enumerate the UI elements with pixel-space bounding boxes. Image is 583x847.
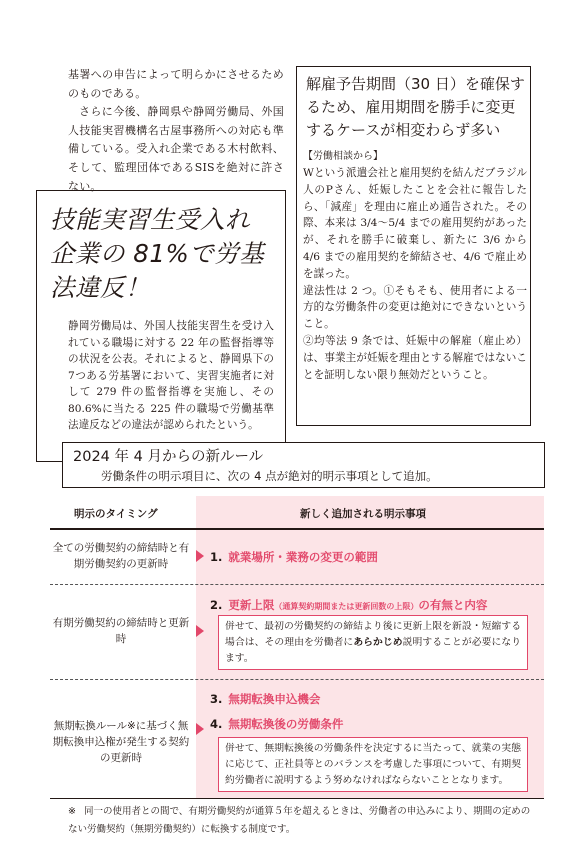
consultation-headline: 解雇予告期間（30 日）を確保するため、雇用期間を勝手に変更するケースが相変わらず多い bbox=[306, 75, 525, 139]
item-text: 更新上限 bbox=[228, 598, 275, 612]
item-number: 3. bbox=[210, 692, 223, 706]
item-3 bbox=[210, 691, 320, 707]
item-text: 就業場所・業務の変更の範囲 bbox=[228, 550, 378, 564]
table-header-divider bbox=[50, 528, 544, 530]
consultation-paragraph-1: Wという派遣会社と雇用契約を結んだブラジル人のPさん、妊娠したことを会社に報告したら、「減産」を理由に雇止め通告された。その際、本来は 3/4～5/4 までの雇用契約があったが、それを勝手に破棄し、新たに 3/6 から 4/6 までの雇用契約を締結させ、4/6 で雇止めを謀った。 bbox=[303, 167, 527, 280]
item-text: 無期転換申込機会 bbox=[228, 692, 321, 706]
table-bottom-divider bbox=[50, 798, 544, 799]
new-rule-header bbox=[62, 442, 545, 488]
headline-line-3: 法違反！ bbox=[50, 273, 150, 302]
item-text: 無期転換後の労働条件 bbox=[228, 717, 344, 731]
row-divider bbox=[50, 584, 544, 585]
statistics-box bbox=[36, 190, 286, 462]
consultation-box bbox=[296, 66, 531, 426]
consultation-paragraph-2: 違法性は 2 つ。①そもそも、使用者による一方的な労働条件の変更は絶対にできないということ。 bbox=[303, 284, 527, 331]
arrow-right-icon bbox=[196, 625, 204, 637]
intro-text bbox=[68, 66, 284, 196]
note-text: 併せて、最初の労働契約の締結より後に更新上限を新設・短縮する場合は、その理由を労働者に bbox=[225, 621, 521, 648]
footnote-mark: ※ bbox=[68, 806, 76, 817]
consultation-paragraph-3: ②均等法 9 条では、妊娠中の解雇（雇止め）は、事業主が妊娠を理由とする解雇ではないことを証明しない限り無効だということ。 bbox=[303, 334, 527, 381]
statistics-headline bbox=[50, 203, 280, 305]
item-2 bbox=[210, 597, 487, 615]
new-rule-title: 2024 年 4 月からの新ルール bbox=[73, 449, 264, 465]
statistics-body: 静岡労働局は、外国人技能実習生を受け入れている職場に対する 22 年の監督指導等の状況を公表。それによると、静岡県下の7つある労基署において、実習実施者に対して 279 件の監督指導を実施し、その 80.6%に当たる 225 件の職場で労働基準法違反などの違法が認められたという。 bbox=[68, 320, 274, 431]
item-number: 1. bbox=[210, 550, 223, 564]
table-row-timing: 有期労働契約の締結時と更新時 bbox=[52, 617, 190, 645]
intro-paragraph-2: さらに今後、静岡県や静岡労働局、外国人技能実習機構名古屋事務所への対応も準備している。受入れ企業である木村飲料、そして、監理団体であるSISを絶対に許さない。 bbox=[68, 105, 284, 193]
intro-paragraph-1: 基署への申告によって明らかにさせるためのものである。 bbox=[68, 68, 284, 100]
item-number: 4. bbox=[210, 717, 223, 731]
note-emphasis: あらかじめ bbox=[353, 637, 403, 648]
footnote-text: 同一の使用者との間で、有期労働契約が通算５年を超えるときは、労働者の申込みにより、期間の定めのない労働契約（無期労働契約）に転換する制度です。 bbox=[68, 806, 531, 835]
footnote bbox=[68, 803, 538, 839]
table-row-timing: 無期転換ルール※に基づく無期転換申込権が発生する契約の更新時 bbox=[52, 720, 190, 764]
item-small-text: （通算契約期間または更新回数の上限） bbox=[274, 602, 419, 611]
item-4-note: 併せて、無期転換後の労働条件を決定するに当たって、就業の実態に応じて、正社員等とのバランスを考慮した事項について、有期契約労働者に説明するよう努めなければならないこととなります。 bbox=[218, 737, 528, 792]
table-row-timing: 全ての労働契約の締結時と有期労働契約の更新時 bbox=[52, 542, 190, 570]
new-rule-subtitle: 労働条件の明示項目に、次の 4 点が絶対的明示事項として追加。 bbox=[101, 469, 438, 483]
consultation-body bbox=[303, 165, 527, 383]
row-divider bbox=[50, 679, 544, 680]
item-tail-text: の有無と内容 bbox=[418, 598, 488, 612]
table-header-items: 新しく追加される明示事項 bbox=[300, 508, 426, 520]
item-4 bbox=[210, 716, 343, 732]
item-number: 2. bbox=[210, 598, 223, 612]
headline-line-2: 企業の 81%で労基 bbox=[50, 239, 265, 268]
arrow-right-icon bbox=[196, 723, 204, 735]
arrow-right-icon bbox=[196, 550, 204, 562]
headline-line-1: 技能実習生受入れ bbox=[50, 205, 250, 234]
consultation-tag: 【労働相談から】 bbox=[303, 151, 383, 162]
item-2-note bbox=[218, 615, 528, 670]
table-header-timing: 明示のタイミング bbox=[74, 508, 158, 520]
item-1 bbox=[210, 549, 378, 565]
note-text: 説明することが必要になります。 bbox=[225, 637, 522, 664]
